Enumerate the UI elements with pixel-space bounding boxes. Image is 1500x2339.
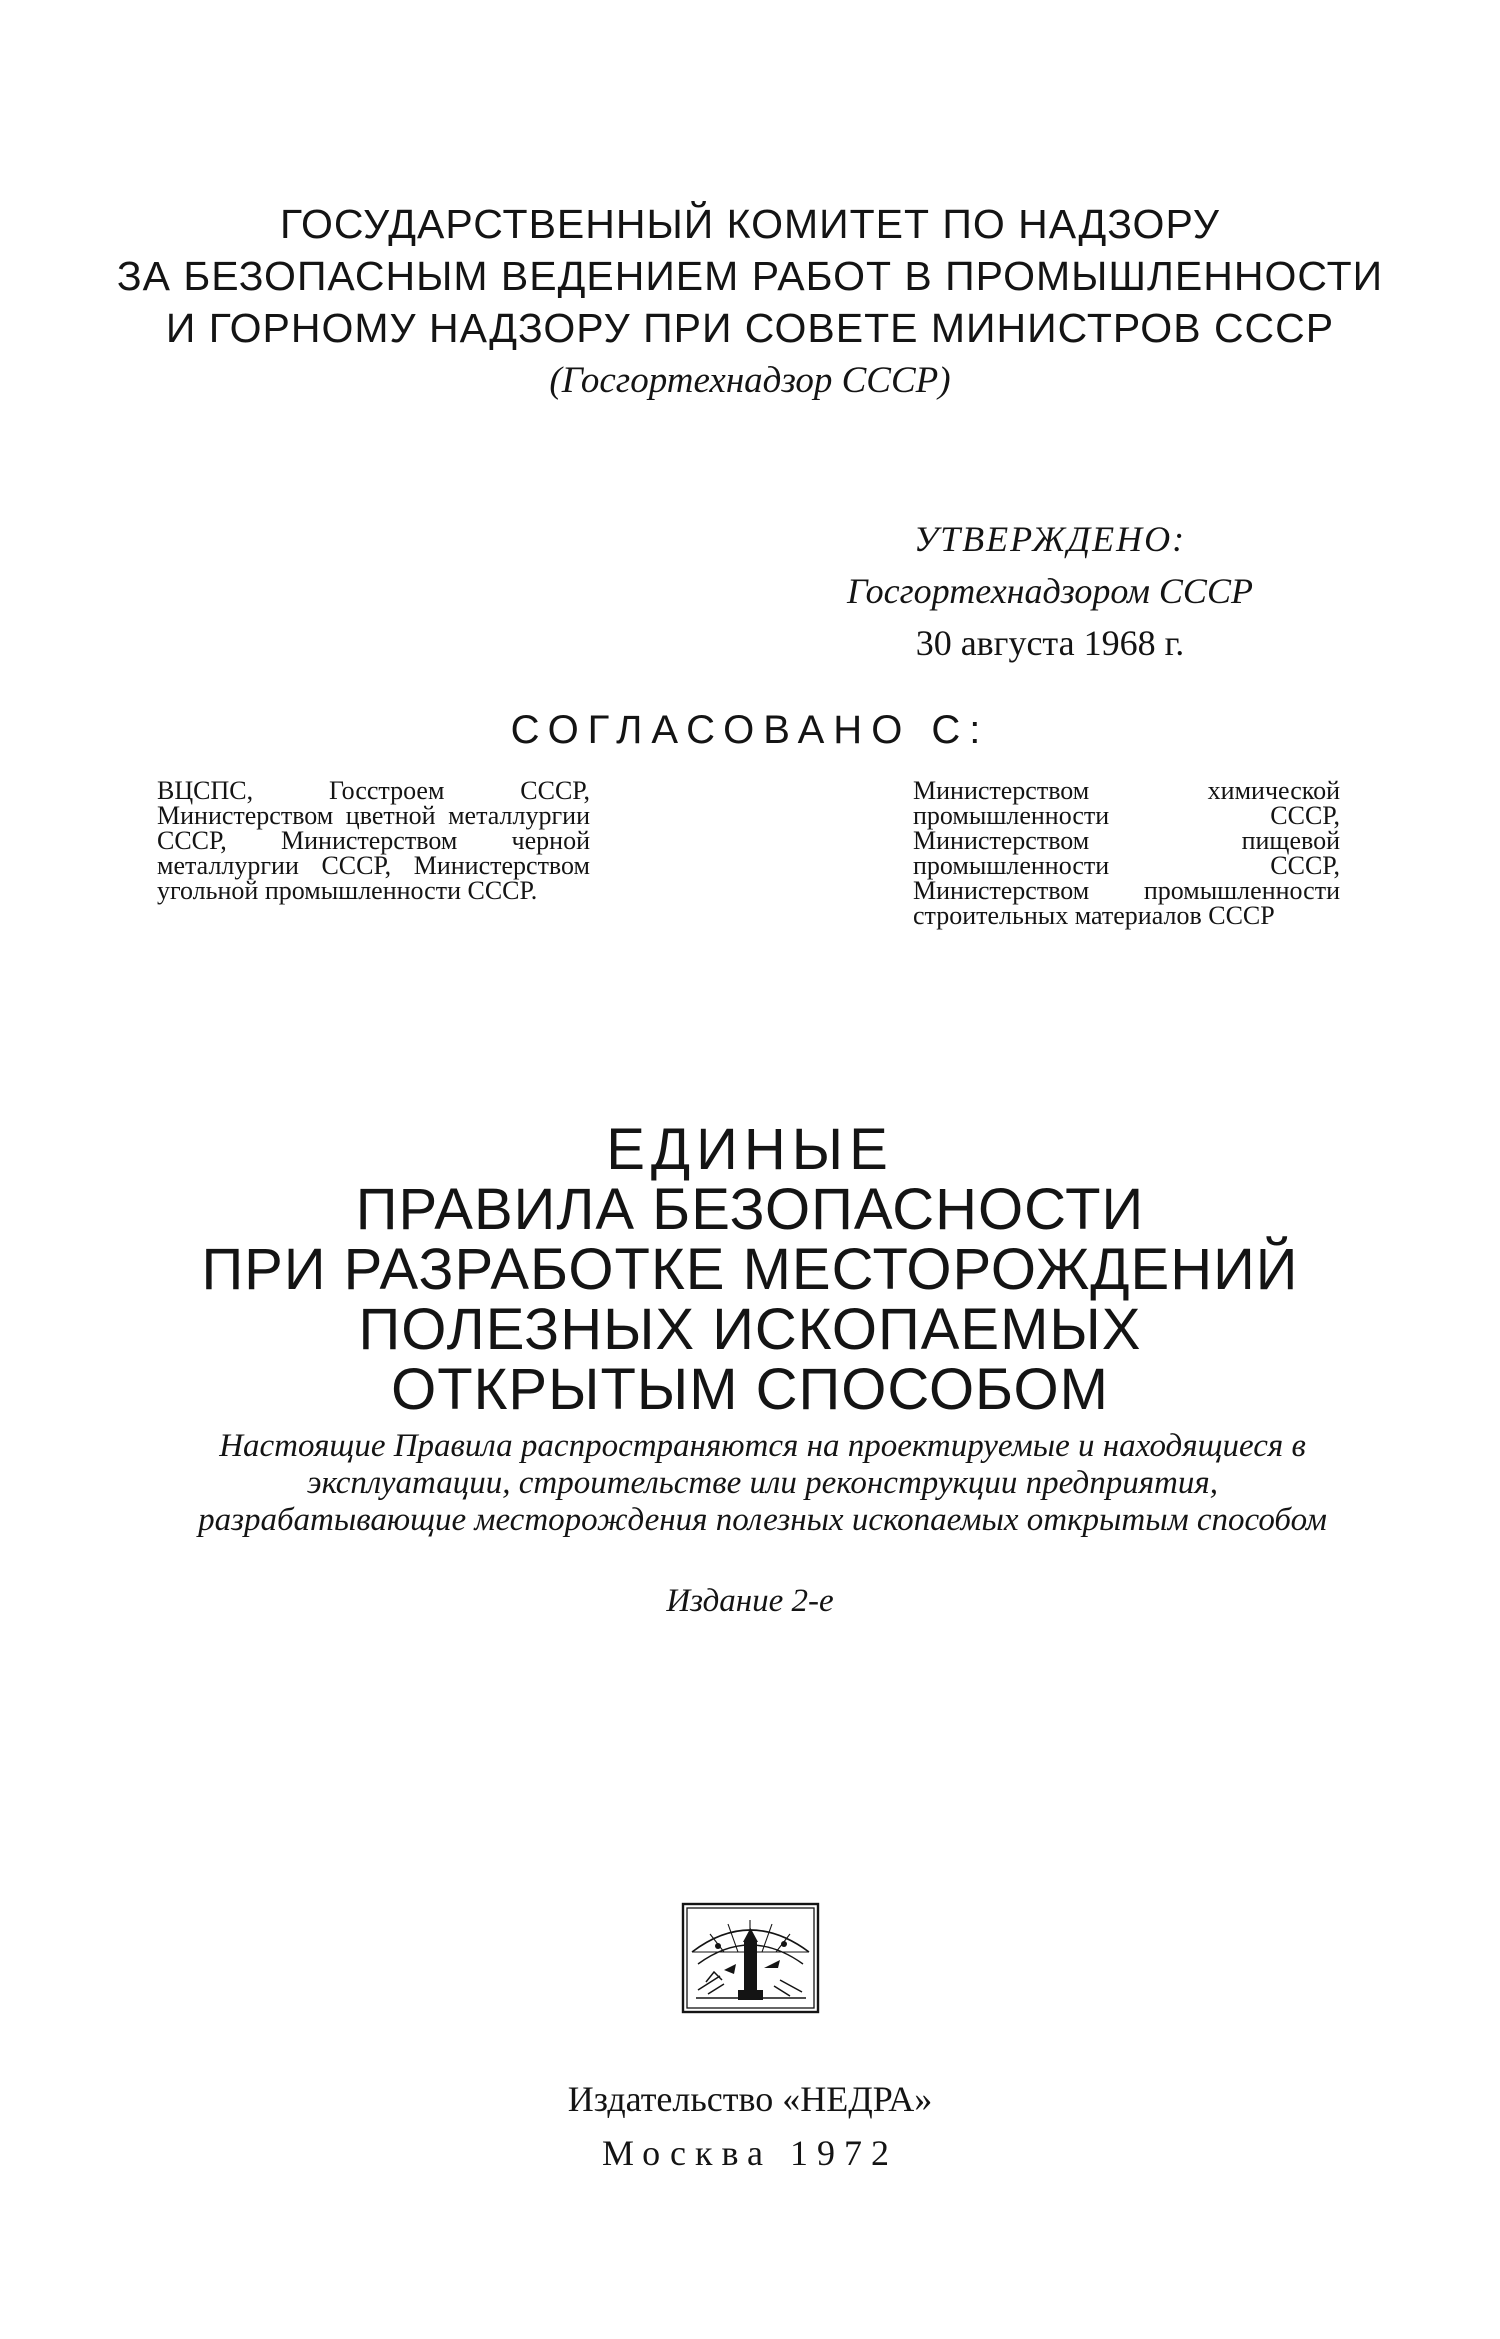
edition-label: Издание 2-е xyxy=(666,1583,834,1619)
agreement-right-column: Министерством химической промышленности СССР, Министерством пищевой промышленности СССР, Министерством промышленности строительных материалов СССР xyxy=(913,776,1340,930)
committee-abbreviation: (Госгортехнадзор СССР) xyxy=(549,360,951,401)
publisher-city: Москва xyxy=(602,2133,772,2173)
committee-name xyxy=(100,198,1400,354)
title-line: ОТКРЫТЫМ СПОСОБОМ xyxy=(391,1357,1109,1422)
agreement-left-column: ВЦСПС, Госстроем СССР, Министерством цветной металлургии СССР, Министерством черной металлургии СССР, Министерством угольной промышленности СССР. xyxy=(157,776,590,905)
document-title xyxy=(100,1117,1400,1422)
publisher-name: Издательство «НЕДРА» xyxy=(567,2079,933,2119)
title-line: ЕДИНЫЕ xyxy=(606,1117,894,1182)
publisher-info xyxy=(100,2072,1400,2180)
committee-line: И ГОРНОМУ НАДЗОРУ ПРИ СОВЕТЕ МИНИСТРОВ СССР xyxy=(165,305,1335,351)
title-line: ПРАВИЛА БЕЗОПАСНОСТИ xyxy=(355,1177,1145,1242)
agreement-heading: СОГЛАСОВАНО С: xyxy=(510,708,990,752)
committee-line: ЗА БЕЗОПАСНЫМ ВЕДЕНИЕМ РАБОТ В ПРОМЫШЛЕННОСТИ xyxy=(116,253,1384,299)
committee-line: ГОСУДАРСТВЕННЫЙ КОМИТЕТ ПО НАДЗОРУ xyxy=(280,201,1220,247)
approval-date: 30 августа 1968 г. xyxy=(915,623,1185,663)
approval-title: УТВЕРЖДЕНО: xyxy=(913,519,1187,559)
approval-authority: Госгортехнадзором СССР xyxy=(847,571,1253,611)
title-line: ПОЛЕЗНЫХ ИСКОПАЕМЫХ xyxy=(358,1297,1142,1362)
publisher-location xyxy=(100,2126,1400,2180)
scope-description: Настоящие Правила распространяются на проектируемые и находящиеся в эксплуатации, строительстве или реконструкции предприятия, разрабатывающие месторождения полезных ископаемых открытым способом xyxy=(198,1428,1327,1538)
title-line: ПРИ РАЗРАБОТКЕ МЕСТОРОЖДЕНИЙ xyxy=(201,1237,1299,1302)
publication-year: 1972 xyxy=(789,2133,898,2173)
publisher-emblem-icon xyxy=(678,1898,823,2023)
approval-block xyxy=(830,513,1270,669)
